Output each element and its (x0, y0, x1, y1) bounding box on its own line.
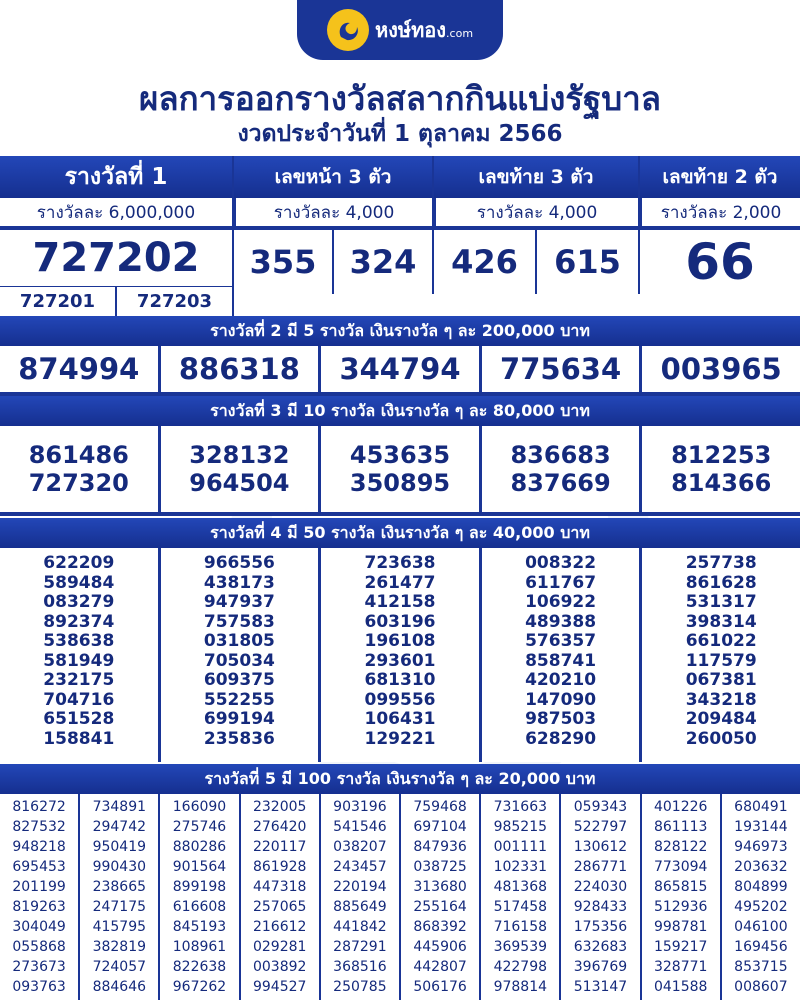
prize4-number: 106431 (364, 709, 436, 729)
prize4-header: รางวัลที่ 4 มี 50 รางวัล เงินรางวัล ๆ ละ 40,000 บาท (0, 518, 800, 548)
prize4-number: 531317 (685, 592, 757, 612)
prize5-number: 695453 (12, 859, 66, 875)
prize5-number: 759468 (413, 799, 467, 815)
prize3-number: 350895 (349, 469, 451, 497)
prize4-number: 293601 (364, 650, 436, 671)
prize5-number: 257065 (252, 899, 307, 915)
prize5-number: 948218 (12, 839, 66, 855)
prize4-number: 576357 (525, 631, 597, 651)
prize4-number: 858741 (525, 650, 597, 671)
prize4-number: 628290 (525, 728, 597, 749)
prize4-number: 235836 (203, 728, 275, 749)
prize5-number: 632683 (573, 939, 628, 955)
prize5-column (642, 794, 720, 1000)
draw-date: งวดประจำวันที่ 1 ตุลาคม 2566 (237, 121, 563, 147)
prize5-number: 108961 (172, 939, 227, 955)
prize2-header: รางวัลที่ 2 มี 5 รางวัล เงินรางวัล ๆ ละ 200,000 บาท (0, 316, 800, 346)
prize5-number: 003892 (252, 959, 307, 975)
near-prize-number: 727203 (117, 287, 232, 316)
prize3-column (0, 426, 158, 512)
prize5-number: 232005 (252, 799, 307, 815)
prize4-number: 261477 (364, 572, 436, 593)
prize4-number: 699194 (203, 709, 275, 729)
prize5-number: 313680 (413, 879, 467, 895)
prize4-number: 083279 (43, 592, 115, 612)
top-prizes (0, 156, 800, 316)
prize4-number: 661022 (685, 631, 757, 651)
prize5-number: 216612 (252, 919, 307, 935)
prize5-number: 822638 (172, 959, 227, 975)
prize5-number: 238665 (92, 879, 147, 895)
prize5-number: 159217 (653, 939, 708, 955)
prize5-number: 255164 (413, 899, 467, 915)
prize5-number: 275746 (172, 819, 227, 835)
prize5-number: 884646 (92, 979, 147, 995)
prize3-number: 837669 (510, 469, 611, 497)
prize5-number: 946973 (734, 839, 788, 855)
prize4-number: 861628 (685, 572, 757, 593)
prize4-number: 209484 (685, 709, 757, 729)
prize4-number: 966556 (203, 553, 275, 573)
prize5-number: 102331 (493, 859, 548, 875)
prize5-number: 990430 (92, 859, 147, 875)
prize5-column (321, 794, 399, 1000)
prize5-number: 967262 (172, 979, 227, 995)
prize5-number: 928433 (573, 899, 628, 915)
prize4-number: 538638 (43, 631, 115, 651)
prize3-number: 836683 (510, 441, 611, 469)
prize5-number: 724057 (92, 959, 147, 975)
prize5-number: 029281 (252, 939, 307, 955)
prize5-number: 286771 (573, 859, 628, 875)
prize5-number: 994527 (252, 979, 307, 995)
first-prize-amount: รางวัลละ 6,000,000 (0, 198, 232, 228)
prize4-number: 260050 (685, 728, 757, 749)
prize4-number: 757583 (203, 611, 275, 632)
prize3-number: 861486 (28, 441, 129, 469)
front3-number: 355 (234, 230, 332, 294)
prize5-number: 250785 (333, 979, 387, 995)
prize5-number: 001111 (493, 839, 548, 855)
prize5-number: 166090 (172, 799, 227, 815)
prize5-number: 506176 (413, 979, 467, 995)
prize4-number: 008322 (525, 553, 597, 573)
prize4-number: 947937 (203, 592, 275, 612)
prize3-column (321, 426, 479, 512)
prize5-number: 861928 (252, 859, 307, 875)
back2-label: เลขท้าย 2 ตัว (640, 156, 800, 198)
prize4-column (321, 548, 479, 762)
prize4-number: 196108 (364, 631, 436, 651)
prize4-column (161, 548, 319, 762)
prize4-number: 723638 (364, 553, 436, 573)
prize5-number: 175356 (573, 919, 628, 935)
prize5-column (401, 794, 479, 1000)
prize5-number: 885649 (333, 899, 387, 915)
prize4-number: 489388 (525, 611, 597, 632)
prize3-column (642, 426, 800, 512)
prize5-number: 517458 (493, 899, 548, 915)
prize5-number: 369539 (493, 939, 548, 955)
prize4-number: 438173 (203, 572, 275, 593)
prize5-number: 415795 (92, 919, 147, 935)
prize5-number: 441842 (333, 919, 387, 935)
prize5-number: 220194 (333, 879, 387, 895)
prize2-row (0, 346, 800, 396)
prize5-number: 880286 (172, 839, 227, 855)
prize5-number: 243457 (333, 859, 387, 875)
prize5-number: 247175 (92, 899, 147, 915)
prize5-number: 093763 (12, 979, 66, 995)
prize5-number: 522797 (573, 819, 628, 835)
prize4-number: 129221 (364, 728, 436, 749)
prize4-number: 099556 (364, 689, 436, 710)
prize5-number: 294742 (92, 819, 147, 835)
prize5-number: 368516 (333, 959, 387, 975)
prize5-number: 697104 (413, 819, 467, 835)
first-prize-label: รางวัลที่ 1 (0, 156, 232, 198)
prize4-number: 412158 (364, 592, 436, 612)
prize3-number: 812253 (671, 441, 772, 469)
prize5-number: 396769 (573, 959, 628, 975)
prize5-number: 853715 (734, 959, 788, 975)
prize5-number: 804899 (734, 879, 788, 895)
prize4-number: 232175 (43, 670, 115, 690)
prize5-number: 845193 (172, 919, 227, 935)
prize5-number: 445906 (413, 939, 467, 955)
prize5-number: 442807 (413, 959, 467, 975)
prize5-number: 512936 (653, 899, 708, 915)
front3-amount: รางวัลละ 4,000 (234, 198, 432, 228)
back2-amount: รางวัลละ 2,000 (640, 198, 800, 228)
logo-text: หงษ์ทอง (374, 18, 447, 42)
prize3-column (161, 426, 319, 512)
prize5-number: 998781 (653, 919, 708, 935)
prize4-number: 257738 (685, 553, 757, 573)
page-title: ผลการออกรางวัลสลากกินแบ่งรัฐบาล (139, 79, 661, 118)
back3-number: 615 (537, 230, 638, 294)
prize5-number: 273673 (12, 959, 66, 975)
prize5-number: 773094 (653, 859, 708, 875)
prize4-number: 622209 (43, 553, 115, 573)
prize4-number: 987503 (525, 709, 597, 729)
prize5-number: 513147 (573, 979, 628, 995)
prize5-number: 495202 (734, 899, 788, 915)
prize5-number: 041588 (653, 979, 708, 995)
prize5-number: 038207 (333, 839, 387, 855)
prize5-number: 038725 (413, 859, 467, 875)
prize5-number: 816272 (12, 799, 66, 815)
prize4-number: 705034 (203, 650, 275, 671)
prize5-number: 008607 (734, 979, 788, 995)
prize5-number: 276420 (252, 819, 307, 835)
prize4-number: 581949 (43, 650, 115, 671)
prize5-number: 169456 (734, 939, 788, 955)
prize5-number: 827532 (12, 819, 66, 835)
prize3-number: 727320 (28, 469, 129, 497)
prize5-number: 046100 (734, 919, 788, 935)
prize3-number: 964504 (189, 469, 290, 497)
prize5-number: 716158 (493, 919, 548, 935)
prize4-row (0, 548, 800, 762)
prize4-number: 704716 (43, 689, 115, 710)
first-prize-number: 727202 (0, 230, 232, 286)
prize5-number: 447318 (252, 879, 307, 895)
prize5-number: 422798 (493, 959, 548, 975)
prize4-number: 603196 (364, 611, 436, 632)
prize4-number: 892374 (43, 611, 115, 632)
prize4-number: 681310 (364, 670, 436, 690)
prize5-number: 220117 (252, 839, 307, 855)
prize5-number: 382819 (92, 939, 147, 955)
prize4-number: 158841 (43, 728, 115, 749)
prize5-number: 868392 (413, 919, 467, 935)
front3-number: 324 (334, 230, 432, 294)
prize5-number: 481368 (493, 879, 548, 895)
prize5-number: 680491 (734, 799, 788, 815)
prize5-column (561, 794, 639, 1000)
prize3-number: 814366 (671, 469, 772, 497)
back3-number: 426 (434, 230, 535, 294)
prize3-header: รางวัลที่ 3 มี 10 รางวัล เงินรางวัล ๆ ละ 80,000 บาท (0, 396, 800, 426)
prize4-number: 398314 (685, 611, 757, 632)
prize4-column (642, 548, 800, 762)
prize4-number: 117579 (685, 650, 757, 671)
prize2-number: 874994 (0, 346, 158, 392)
prize4-number: 420210 (525, 670, 597, 690)
prize3-column (482, 426, 640, 512)
prize3-row (0, 426, 800, 516)
back3-amount: รางวัลละ 4,000 (434, 198, 638, 228)
prize4-column (482, 548, 640, 762)
prize5-number: 201199 (12, 879, 66, 895)
prize4-number: 552255 (203, 689, 275, 710)
prize5-column (80, 794, 158, 1000)
prize2-number: 775634 (482, 346, 640, 392)
back3-label: เลขท้าย 3 ตัว (434, 156, 638, 198)
logo-suffix: .com (446, 27, 474, 40)
prize4-number: 031805 (203, 631, 275, 651)
prize5-column (722, 794, 800, 1000)
prize5-column (160, 794, 238, 1000)
prize5-number: 865815 (653, 879, 708, 895)
prize4-number: 609375 (203, 670, 275, 690)
prize2-number: 886318 (161, 346, 319, 392)
prize4-number: 651528 (43, 709, 115, 729)
prize5-number: 828122 (653, 839, 708, 855)
back2-number: 66 (640, 230, 800, 294)
prize5-number: 203632 (734, 859, 788, 875)
prize4-number: 343218 (685, 689, 757, 710)
prize5-number: 819263 (12, 899, 66, 915)
prize5-number: 055868 (12, 939, 66, 955)
prize5-number: 978814 (493, 979, 548, 995)
brand-logo[interactable] (297, 0, 503, 60)
prize5-number: 328771 (653, 959, 708, 975)
prize5-column (481, 794, 559, 1000)
prize5-header: รางวัลที่ 5 มี 100 รางวัล เงินรางวัล ๆ ละ 20,000 บาท (0, 764, 800, 794)
prize2-number: 344794 (321, 346, 479, 392)
prize5-number: 541546 (333, 819, 387, 835)
prize5-number: 985215 (493, 819, 548, 835)
prize5-number: 861113 (653, 819, 708, 835)
prize5-column (0, 794, 78, 1000)
near-prize-number: 727201 (0, 287, 115, 316)
prize4-number: 106922 (525, 592, 597, 612)
prize5-number: 130612 (573, 839, 628, 855)
prize5-number: 950419 (92, 839, 147, 855)
prize5-number: 304049 (12, 919, 66, 935)
prize5-number: 401226 (653, 799, 708, 815)
prize4-column (0, 548, 158, 762)
front3-label: เลขหน้า 3 ตัว (234, 156, 432, 198)
prize4-number: 611767 (525, 572, 597, 593)
prize3-number: 453635 (349, 441, 451, 469)
prize5-number: 193144 (734, 819, 788, 835)
prize5-number: 899198 (172, 879, 227, 895)
swan-icon (327, 9, 369, 51)
prize4-number: 067381 (685, 670, 757, 690)
prize5-number: 903196 (333, 799, 387, 815)
prize3-number: 328132 (189, 441, 290, 469)
prize5-number: 901564 (172, 859, 227, 875)
prize4-number: 147090 (525, 689, 597, 710)
prize5-row (0, 794, 800, 1000)
prize2-number: 003965 (642, 346, 800, 392)
prize5-column (241, 794, 319, 1000)
prize5-number: 731663 (493, 799, 548, 815)
prize5-number: 224030 (573, 879, 628, 895)
prize4-number: 589484 (43, 572, 115, 593)
prize5-number: 847936 (413, 839, 467, 855)
prize5-number: 616608 (172, 899, 227, 915)
prize5-number: 734891 (92, 799, 147, 815)
prize5-number: 287291 (333, 939, 387, 955)
prize5-number: 059343 (573, 799, 628, 815)
